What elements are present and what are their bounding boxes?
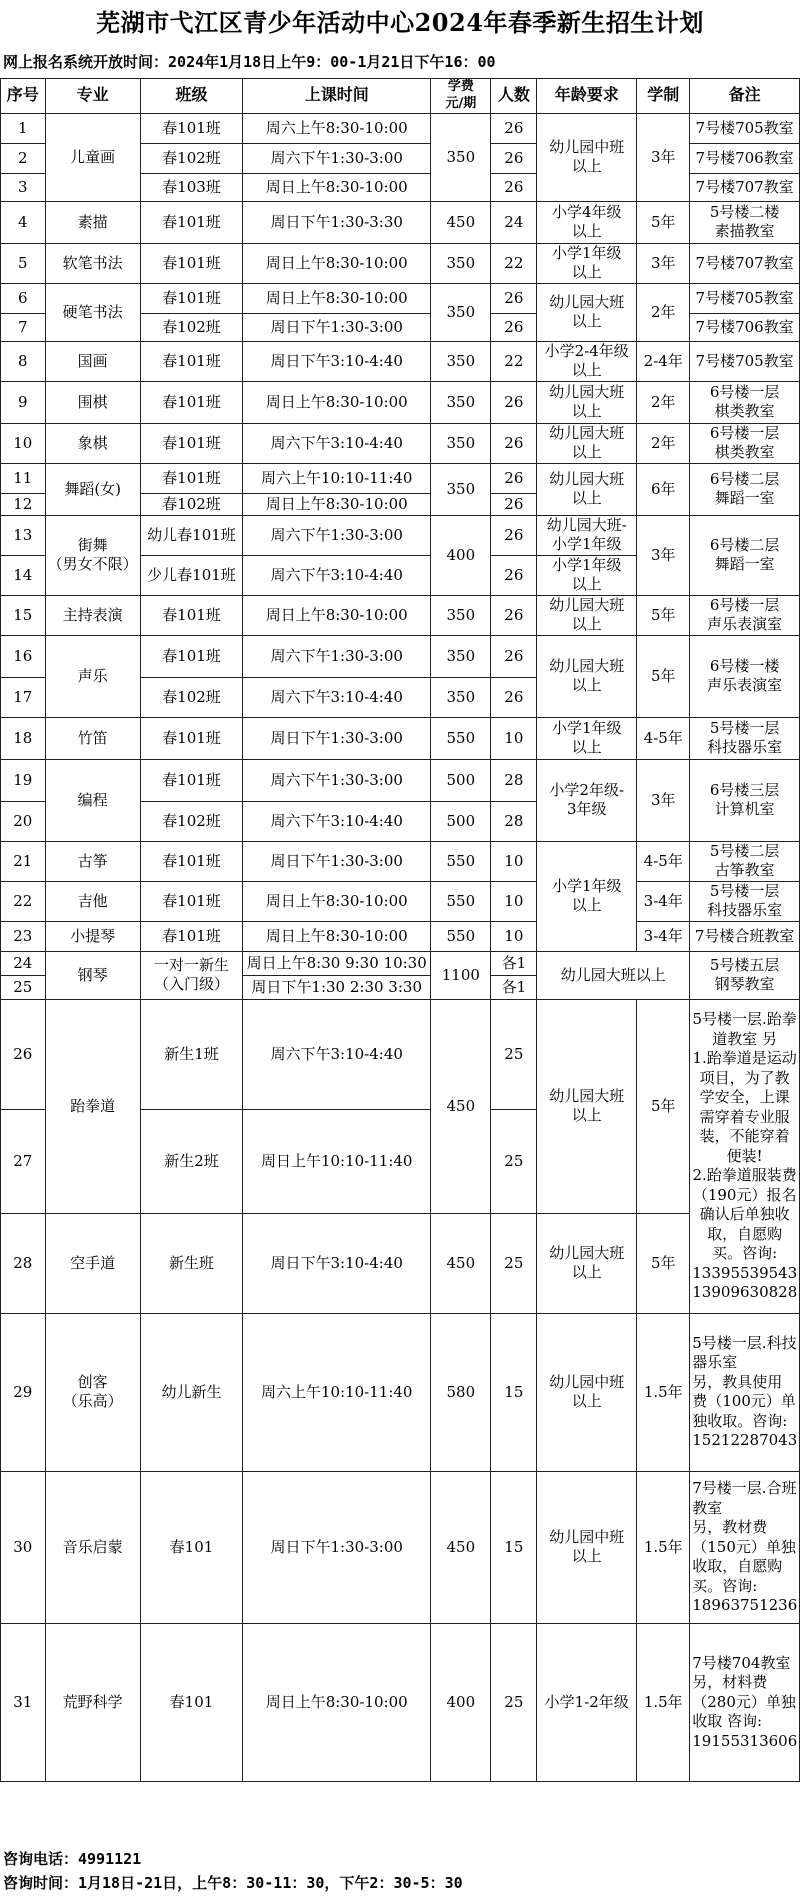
- header-time: 上课时间: [243, 79, 431, 114]
- cell-major: 荒野科学: [45, 1623, 140, 1781]
- cell-seq: 28: [1, 1213, 46, 1313]
- cell-class: 春101班: [140, 423, 242, 463]
- header-years: 学制: [637, 79, 690, 114]
- cell-age: 幼儿园大班 以上: [537, 381, 637, 423]
- cell-count: 10: [491, 921, 537, 951]
- cell-seq: 19: [1, 759, 46, 801]
- cell-seq: 30: [1, 1471, 46, 1623]
- cell-seq: 21: [1, 841, 46, 881]
- cell-years: 2年: [637, 283, 690, 341]
- cell-seq: 31: [1, 1623, 46, 1781]
- cell-time: 周日上午8:30-10:00: [243, 173, 431, 201]
- table-row: [1, 881, 800, 921]
- cell-seq: 27: [1, 1109, 46, 1213]
- cell-major: 竹笛: [45, 717, 140, 759]
- cell-major: 舞蹈(女): [45, 463, 140, 515]
- registration-period: 网上报名系统开放时间：2024年1月18日上午9：00-1月21日下午16：00: [3, 53, 496, 71]
- cell-age: 幼儿园大班 以上: [537, 463, 637, 515]
- header-seq: 序号: [1, 79, 46, 114]
- cell-note: 6号楼二层 舞蹈一室: [690, 515, 800, 595]
- cell-time: 周日下午1:30-3:00: [243, 1471, 431, 1623]
- cell-note: 5号楼一层 科技器乐室: [690, 717, 800, 759]
- cell-seq: 14: [1, 555, 46, 595]
- cell-time: 周六下午3:10-4:40: [243, 801, 431, 841]
- cell-years: 2-4年: [637, 341, 690, 381]
- table-row: [1, 1213, 800, 1313]
- cell-fee: 550: [431, 717, 491, 759]
- cell-note: 5号楼一层.跆拳道教室 另 1.跆拳道是运动项目，为了教学安全，上课需穿着专业服装，不能穿着便装! 2.跆拳道服装费（190元）报名确认后单独收取，自愿购买。咨询: 13395539543 13909630828: [690, 999, 800, 1313]
- cell-major: 软笔书法: [45, 243, 140, 283]
- header-fee: 学费 元/期: [431, 79, 491, 114]
- cell-major: 小提琴: [45, 921, 140, 951]
- cell-seq: 12: [1, 493, 46, 515]
- cell-major: 围棋: [45, 381, 140, 423]
- cell-count: 26: [491, 493, 537, 515]
- cell-count: 28: [491, 759, 537, 801]
- table-row: [1, 635, 800, 677]
- cell-count: 10: [491, 841, 537, 881]
- cell-years: 5年: [637, 999, 690, 1213]
- cell-time: 周日上午8:30-10:00: [243, 381, 431, 423]
- cell-years: 1.5年: [637, 1313, 690, 1471]
- cell-age: 小学1年级 以上: [537, 717, 637, 759]
- cell-class: 春102班: [140, 143, 242, 173]
- cell-seq: 29: [1, 1313, 46, 1471]
- cell-time: 周六下午1:30-3:00: [243, 759, 431, 801]
- table-row: [1, 515, 800, 555]
- cell-fee: 400: [431, 1623, 491, 1781]
- cell-years: 5年: [637, 201, 690, 243]
- cell-time: 周日上午8:30-10:00: [243, 1623, 431, 1781]
- cell-class: 新生1班: [140, 999, 242, 1109]
- cell-note: 6号楼三层 计算机室: [690, 759, 800, 841]
- page-title: 芜湖市弋江区青少年活动中心2024年春季新生招生计划: [96, 8, 704, 37]
- cell-years: 1.5年: [637, 1623, 690, 1781]
- cell-fee: 450: [431, 999, 491, 1213]
- cell-age: 幼儿园大班以上: [537, 951, 690, 999]
- cell-age: 幼儿园大班 以上: [537, 423, 637, 463]
- cell-count: 26: [491, 677, 537, 717]
- cell-count: 15: [491, 1471, 537, 1623]
- table-row: [1, 595, 800, 635]
- table-row: [1, 1623, 800, 1781]
- cell-class: 春101班: [140, 341, 242, 381]
- cell-class: 春101班: [140, 881, 242, 921]
- cell-major: 象棋: [45, 423, 140, 463]
- cell-major: 空手道: [45, 1213, 140, 1313]
- table-row: [1, 999, 800, 1109]
- cell-class: 春101班: [140, 243, 242, 283]
- cell-note: 5号楼五层 钢琴教室: [690, 951, 800, 999]
- cell-major: 吉他: [45, 881, 140, 921]
- cell-fee: 350: [431, 341, 491, 381]
- cell-fee: 350: [431, 113, 491, 201]
- cell-time: 周六下午3:10-4:40: [243, 423, 431, 463]
- header-major: 专业: [45, 79, 140, 114]
- header-age: 年龄要求: [537, 79, 637, 114]
- cell-class: 春101班: [140, 921, 242, 951]
- table-row: [1, 759, 800, 801]
- cell-seq: 3: [1, 173, 46, 201]
- cell-seq: 13: [1, 515, 46, 555]
- cell-age: 小学1年级 以上: [537, 555, 637, 595]
- cell-age: 幼儿园中班 以上: [537, 1313, 637, 1471]
- cell-time: 周日下午1:30-3:00: [243, 717, 431, 759]
- cell-note: 7号楼一层.合班教室 另，教材费（150元）单独收取，自愿购买。咨询: 18963751236: [690, 1471, 800, 1623]
- cell-seq: 8: [1, 341, 46, 381]
- cell-count: 24: [491, 201, 537, 243]
- cell-fee: 550: [431, 841, 491, 881]
- cell-fee: 400: [431, 515, 491, 595]
- table-row: [1, 283, 800, 313]
- cell-seq: 7: [1, 313, 46, 341]
- cell-fee: 350: [431, 243, 491, 283]
- cell-time: 周日下午1:30-3:00: [243, 313, 431, 341]
- cell-seq: 17: [1, 677, 46, 717]
- cell-count: 26: [491, 423, 537, 463]
- cell-count: 22: [491, 243, 537, 283]
- cell-time: 周日下午3:10-4:40: [243, 341, 431, 381]
- cell-note: 7号楼706教室: [690, 143, 800, 173]
- cell-age: 幼儿园中班 以上: [537, 113, 637, 201]
- cell-seq: 2: [1, 143, 46, 173]
- cell-years: 3-4年: [637, 881, 690, 921]
- cell-class: 春101班: [140, 841, 242, 881]
- cell-class: 春101班: [140, 201, 242, 243]
- cell-note: 6号楼一层 棋类教室: [690, 381, 800, 423]
- cell-fee: 350: [431, 423, 491, 463]
- cell-age: 小学4年级 以上: [537, 201, 637, 243]
- cell-fee: 580: [431, 1313, 491, 1471]
- cell-seq: 4: [1, 201, 46, 243]
- cell-seq: 18: [1, 717, 46, 759]
- cell-class: 幼儿新生: [140, 1313, 242, 1471]
- cell-count: 25: [491, 1213, 537, 1313]
- table-row: [1, 841, 800, 881]
- cell-note: 6号楼一层 声乐表演室: [690, 595, 800, 635]
- cell-fee: 450: [431, 1471, 491, 1623]
- cell-years: 3年: [637, 113, 690, 201]
- cell-class: 春101班: [140, 113, 242, 143]
- cell-note: 7号楼707教室: [690, 243, 800, 283]
- cell-age: 小学1年级 以上: [537, 841, 637, 951]
- cell-note: 7号楼705教室: [690, 113, 800, 143]
- cell-years: 3-4年: [637, 921, 690, 951]
- cell-seq: 11: [1, 463, 46, 493]
- cell-time: 周日上午8:30-10:00: [243, 595, 431, 635]
- table-row: [1, 717, 800, 759]
- cell-time: 周六上午10:10-11:40: [243, 463, 431, 493]
- cell-class: 春101班: [140, 463, 242, 493]
- cell-count: 26: [491, 283, 537, 313]
- cell-time: 周日下午3:10-4:40: [243, 1213, 431, 1313]
- table-row: [1, 201, 800, 243]
- cell-count: 25: [491, 999, 537, 1109]
- cell-class: 春101: [140, 1471, 242, 1623]
- cell-class: 春102班: [140, 313, 242, 341]
- cell-class: 春103班: [140, 173, 242, 201]
- cell-time: 周六下午3:10-4:40: [243, 555, 431, 595]
- cell-major: 跆拳道: [45, 999, 140, 1213]
- cell-class: 春101班: [140, 759, 242, 801]
- table-row: [1, 1313, 800, 1471]
- cell-fee: 450: [431, 201, 491, 243]
- cell-age: 幼儿园大班 以上: [537, 999, 637, 1213]
- cell-fee: 350: [431, 463, 491, 515]
- cell-count: 26: [491, 173, 537, 201]
- cell-count: 25: [491, 1623, 537, 1781]
- header-row: [1, 79, 800, 114]
- cell-class: 春101班: [140, 595, 242, 635]
- cell-seq: 10: [1, 423, 46, 463]
- cell-count: 25: [491, 1109, 537, 1213]
- cell-major: 音乐启蒙: [45, 1471, 140, 1623]
- cell-time: 周六下午1:30-3:00: [243, 143, 431, 173]
- cell-seq: 15: [1, 595, 46, 635]
- cell-major: 古筝: [45, 841, 140, 881]
- cell-major: 主持表演: [45, 595, 140, 635]
- cell-note: 7号楼705教室: [690, 341, 800, 381]
- cell-seq: 25: [1, 975, 46, 999]
- cell-time: 周日上午10:10-11:40: [243, 1109, 431, 1213]
- cell-note: 5号楼一层 科技器乐室: [690, 881, 800, 921]
- cell-years: 1.5年: [637, 1471, 690, 1623]
- cell-major: 国画: [45, 341, 140, 381]
- cell-count: 26: [491, 515, 537, 555]
- cell-count: 26: [491, 143, 537, 173]
- cell-age: 幼儿园大班 以上: [537, 1213, 637, 1313]
- cell-years: 3年: [637, 759, 690, 841]
- cell-time: 周日下午1:30-3:30: [243, 201, 431, 243]
- cell-major: 素描: [45, 201, 140, 243]
- table-row: [1, 381, 800, 423]
- cell-class: 新生2班: [140, 1109, 242, 1213]
- cell-class: 少儿春101班: [140, 555, 242, 595]
- cell-years: 5年: [637, 635, 690, 717]
- cell-count: 26: [491, 113, 537, 143]
- cell-class: 春102班: [140, 801, 242, 841]
- cell-seq: 1: [1, 113, 46, 143]
- cell-count: 各1: [491, 951, 537, 975]
- cell-major: 钢琴: [45, 951, 140, 999]
- cell-years: 4-5年: [637, 717, 690, 759]
- cell-count: 26: [491, 313, 537, 341]
- cell-note: 7号楼705教室: [690, 283, 800, 313]
- cell-seq: 24: [1, 951, 46, 975]
- cell-count: 10: [491, 717, 537, 759]
- cell-count: 各1: [491, 975, 537, 999]
- cell-years: 5年: [637, 595, 690, 635]
- cell-time: 周日上午8:30 9:30 10:30: [243, 951, 431, 975]
- cell-age: 小学1年级 以上: [537, 243, 637, 283]
- cell-seq: 9: [1, 381, 46, 423]
- cell-age: 幼儿园中班 以上: [537, 1471, 637, 1623]
- cell-class: 新生班: [140, 1213, 242, 1313]
- cell-time: 周日下午1:30-3:00: [243, 841, 431, 881]
- cell-major: 儿童画: [45, 113, 140, 201]
- cell-note: 6号楼一楼 声乐表演室: [690, 635, 800, 717]
- cell-time: 周日上午8:30-10:00: [243, 243, 431, 283]
- cell-age: 幼儿园大班- 小学1年级: [537, 515, 637, 555]
- cell-years: 2年: [637, 423, 690, 463]
- cell-fee: 350: [431, 677, 491, 717]
- cell-age: 幼儿园大班 以上: [537, 595, 637, 635]
- table-row: [1, 463, 800, 493]
- cell-fee: 350: [431, 595, 491, 635]
- cell-seq: 22: [1, 881, 46, 921]
- footer-hours: 咨询时间：1月18日-21日，上午8：30-11：30，下午2：30-5：30: [3, 1874, 463, 1892]
- header-note: 备注: [690, 79, 800, 114]
- cell-major: 编程: [45, 759, 140, 841]
- cell-fee: 350: [431, 381, 491, 423]
- cell-class: 春101班: [140, 283, 242, 313]
- cell-years: 3年: [637, 243, 690, 283]
- cell-seq: 23: [1, 921, 46, 951]
- cell-seq: 26: [1, 999, 46, 1109]
- cell-count: 15: [491, 1313, 537, 1471]
- cell-count: 26: [491, 463, 537, 493]
- table-row: [1, 113, 800, 143]
- cell-note: 7号楼706教室: [690, 313, 800, 341]
- table-row: [1, 341, 800, 381]
- table-row: [1, 1471, 800, 1623]
- cell-count: 26: [491, 555, 537, 595]
- cell-time: 周日上午8:30-10:00: [243, 921, 431, 951]
- cell-count: 22: [491, 341, 537, 381]
- cell-count: 28: [491, 801, 537, 841]
- cell-seq: 6: [1, 283, 46, 313]
- cell-time: 周六上午8:30-10:00: [243, 113, 431, 143]
- cell-time: 周六下午3:10-4:40: [243, 999, 431, 1109]
- cell-time: 周六下午1:30-3:00: [243, 635, 431, 677]
- cell-note: 7号楼704教室 另，材料费（280元）单独收取 咨询: 19155313606: [690, 1623, 800, 1781]
- cell-note: 6号楼一层 棋类教室: [690, 423, 800, 463]
- cell-class: 春102班: [140, 493, 242, 515]
- cell-age: 幼儿园大班 以上: [537, 283, 637, 341]
- cell-time: 周日上午8:30-10:00: [243, 283, 431, 313]
- cell-years: 2年: [637, 381, 690, 423]
- cell-fee: 1100: [431, 951, 491, 999]
- cell-major: 创客 （乐高）: [45, 1313, 140, 1471]
- cell-note: 6号楼二层 舞蹈一室: [690, 463, 800, 515]
- cell-seq: 20: [1, 801, 46, 841]
- cell-time: 周日上午8:30-10:00: [243, 881, 431, 921]
- header-class: 班级: [140, 79, 242, 114]
- table-row: [1, 921, 800, 951]
- cell-time: 周六下午1:30-3:00: [243, 515, 431, 555]
- cell-major: 硬笔书法: [45, 283, 140, 341]
- cell-class: 春101班: [140, 381, 242, 423]
- cell-time: 周六下午3:10-4:40: [243, 677, 431, 717]
- cell-fee: 350: [431, 283, 491, 341]
- cell-major: 声乐: [45, 635, 140, 717]
- footer-phone: 咨询电话：4991121: [3, 1850, 142, 1868]
- cell-note: 5号楼一层.科技器乐室 另，教具使用费（100元）单独收取。咨询: 15212287043: [690, 1313, 800, 1471]
- cell-fee: 450: [431, 1213, 491, 1313]
- cell-seq: 16: [1, 635, 46, 677]
- cell-note: 5号楼二层 古筝教室: [690, 841, 800, 881]
- cell-fee: 500: [431, 801, 491, 841]
- cell-class: 春102班: [140, 677, 242, 717]
- cell-age: 幼儿园大班 以上: [537, 635, 637, 717]
- cell-fee: 500: [431, 759, 491, 801]
- cell-seq: 5: [1, 243, 46, 283]
- cell-class: 一对一新生 （入门级）: [140, 951, 242, 999]
- cell-class: 幼儿春101班: [140, 515, 242, 555]
- cell-class: 春101班: [140, 717, 242, 759]
- header-count: 人数: [491, 79, 537, 114]
- enrollment-table: [0, 78, 800, 1782]
- cell-years: 5年: [637, 1213, 690, 1313]
- table-row: [1, 243, 800, 283]
- cell-class: 春101班: [140, 635, 242, 677]
- cell-note: 7号楼合班教室: [690, 921, 800, 951]
- cell-count: 26: [491, 635, 537, 677]
- cell-note: 7号楼707教室: [690, 173, 800, 201]
- cell-fee: 550: [431, 921, 491, 951]
- cell-count: 10: [491, 881, 537, 921]
- cell-major: 街舞 （男女不限）: [45, 515, 140, 595]
- cell-years: 6年: [637, 463, 690, 515]
- cell-time: 周六上午10:10-11:40: [243, 1313, 431, 1471]
- cell-years: 4-5年: [637, 841, 690, 881]
- cell-time: 周日下午1:30 2:30 3:30: [243, 975, 431, 999]
- cell-note: 5号楼二楼 素描教室: [690, 201, 800, 243]
- cell-count: 26: [491, 381, 537, 423]
- cell-count: 26: [491, 595, 537, 635]
- cell-time: 周日上午8:30-10:00: [243, 493, 431, 515]
- table-row: [1, 423, 800, 463]
- cell-age: 小学2-4年级 以上: [537, 341, 637, 381]
- cell-age: 小学2年级- 3年级: [537, 759, 637, 841]
- cell-fee: 550: [431, 881, 491, 921]
- cell-fee: 350: [431, 635, 491, 677]
- table-row: [1, 951, 800, 975]
- cell-class: 春101: [140, 1623, 242, 1781]
- cell-years: 3年: [637, 515, 690, 595]
- cell-age: 小学1-2年级: [537, 1623, 637, 1781]
